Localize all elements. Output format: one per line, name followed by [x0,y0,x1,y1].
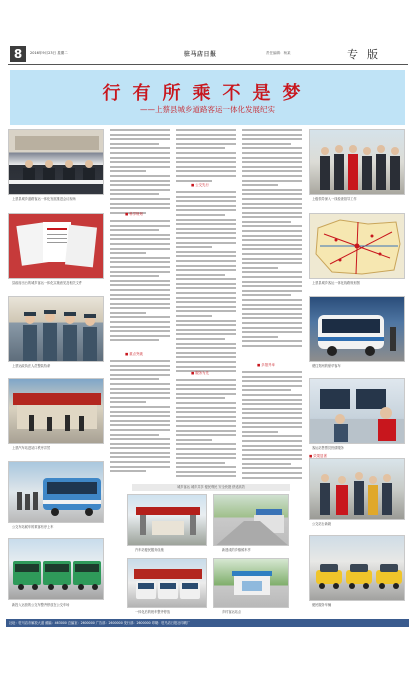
article-column-1 [110,129,170,216]
header-rule [8,64,408,65]
section-subhead: ■ 服务为先 [191,371,209,375]
photo-village-stop [213,558,289,608]
photo-taxis [309,535,405,601]
photo-coach-zhengzhou [309,296,405,362]
photo-route-map [309,213,405,279]
photo-documents [8,213,104,279]
photo-bus-depot [8,538,104,600]
article-column-2 [176,129,236,184]
page-footer: 社址：驻马店市解放大道 邮编：463000 总编室：2600000 广告部：2600000 发行部：2600000 印刷：驻马店日报社印刷厂 [6,619,409,627]
page-header [8,46,408,64]
photo-ticket-counter [309,378,405,444]
caption: 上蔡县城乡客运一体化线路规划图 [312,281,360,285]
caption: 上蔡县城乡道路客运一体化发展推进会议现场 [12,197,76,201]
caption: 一体化后的班车整齐停放 [135,610,171,614]
section-subhead: ■ 重点突破 [125,352,143,356]
photo-officers [8,296,104,362]
section-subhead: ■ 科学规划 [125,212,143,216]
photo-station-entrance [8,378,104,444]
caption: 公交站台新貌 [312,522,332,526]
article-column-3b [242,371,302,481]
caption: 驶往郑州的豪华客车 [312,364,341,368]
caption: 新建成的乡镇候车亭 [222,548,251,552]
article-column-1c [110,360,170,475]
caption: 上蔡运政执法人员整装待命 [12,364,51,368]
article-column-3 [242,129,302,350]
caption: 乡村客运站点 [222,610,242,614]
editor-line: 责任编辑：杨某 [266,51,291,55]
caption: 汽车站便民服务设施 [135,548,164,552]
section-subhead: ■ 效果显著 [309,454,327,458]
article-column-2c [176,379,236,480]
slogan-strip: 城乡客运 城乡共享 便民利民 安全快捷 舒适高效 [132,484,290,491]
masthead: 驻马店日报 [184,51,217,58]
photo-meeting [8,129,104,195]
article-column-1b [110,220,170,344]
section-label: 专版 [347,48,387,61]
photo-rural-road [213,494,289,546]
article-column-2b [176,191,236,375]
photo-officials-visit [309,129,405,195]
caption: 上蔡汽车站进站口秩序井然 [12,446,51,450]
caption: 便民服务车辆 [312,603,332,607]
caption: 上级领导深入一线检查指导工作 [312,197,357,201]
caption: 县政府出台的城乡客运一体化实施意见及相关文件 [12,281,83,285]
caption: 新投入运营的公交车整齐停放在公交车场 [12,603,70,607]
headline: 行有所乘不是梦 [102,83,313,104]
photo-toll-station [127,494,207,546]
photo-passengers [309,458,405,520]
section-subhead: ■ 多措并举 [257,363,275,367]
issue-date: 2016年9月23日 星期二 [30,51,68,55]
section-subhead: ■ 公交先行 [191,183,209,187]
headline-banner [10,70,405,125]
page-number: 8 [10,46,26,62]
photo-bus-boarding [8,461,104,523]
caption: 客运站售票员热情服务 [312,446,344,450]
photo-bus-parking [127,558,207,608]
subheadline: ——上蔡县城乡道路客运一体化发展纪实 [140,105,275,114]
caption: 公交车站候车的乘客有序上车 [12,525,54,529]
